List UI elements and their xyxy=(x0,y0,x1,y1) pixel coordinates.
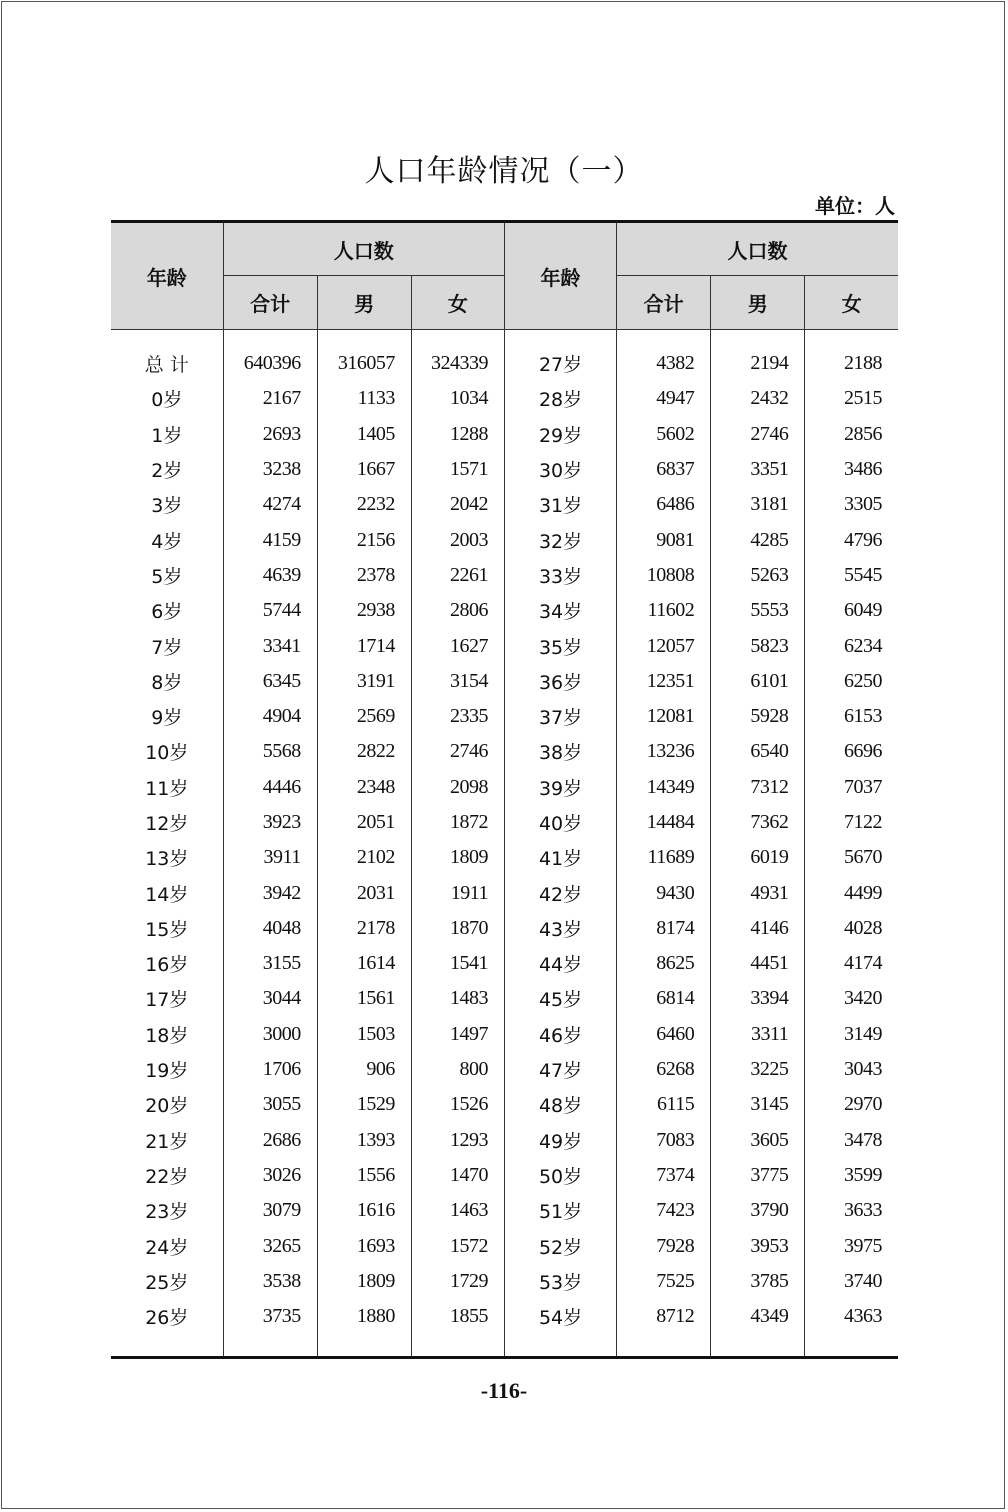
left-age-cell: 10岁 xyxy=(145,742,189,765)
right-female-cell: 5670 xyxy=(805,840,898,875)
right-female-cell: 3975 xyxy=(805,1228,898,1263)
left-total-cell: 4904 xyxy=(223,699,317,734)
right-total-cell: 14349 xyxy=(617,770,711,805)
right-total-cell: 6837 xyxy=(617,452,711,487)
right-female-cell: 3149 xyxy=(805,1017,898,1052)
right-age-cell: 39岁 xyxy=(504,770,616,805)
left-male-cell: 1667 xyxy=(317,452,411,487)
right-male-cell: 4285 xyxy=(711,522,805,557)
left-total-cell: 4274 xyxy=(223,487,317,522)
right-total-cell: 4947 xyxy=(617,381,711,416)
header-population-left: 人口数 xyxy=(223,222,504,276)
left-total-cell: 3079 xyxy=(223,1193,317,1228)
left-male-cell: 1714 xyxy=(317,628,411,663)
right-male-cell: 3181 xyxy=(711,487,805,522)
header-population-right: 人口数 xyxy=(617,222,898,276)
right-total-cell: 8625 xyxy=(617,946,711,981)
page-number: -116- xyxy=(480,1378,528,1403)
left-female-cell: 1870 xyxy=(411,911,504,946)
left-male-cell: 2178 xyxy=(317,911,411,946)
left-age-cell: 15岁 xyxy=(145,918,189,941)
left-male-cell: 1556 xyxy=(317,1158,411,1193)
left-total-cell: 4048 xyxy=(223,911,317,946)
right-age-cell: 53岁 xyxy=(504,1264,616,1299)
right-female-cell: 6250 xyxy=(805,664,898,699)
right-male-cell: 3351 xyxy=(711,452,805,487)
right-female-cell: 4796 xyxy=(805,522,898,557)
right-age-cell: 30岁 xyxy=(504,452,616,487)
right-age-cell: 35岁 xyxy=(504,628,616,663)
right-total-cell: 7374 xyxy=(617,1158,711,1193)
right-male-cell: 3953 xyxy=(711,1228,805,1263)
right-female-cell: 7037 xyxy=(805,770,898,805)
left-age-cell: 17岁 xyxy=(145,989,189,1012)
right-male-cell: 7362 xyxy=(711,805,805,840)
right-total-cell: 7423 xyxy=(617,1193,711,1228)
right-age-cell: 50岁 xyxy=(504,1158,616,1193)
left-female-cell: 2261 xyxy=(411,558,504,593)
right-male-cell: 3785 xyxy=(711,1264,805,1299)
left-total-cell: 640396 xyxy=(223,346,317,381)
left-total-cell: 3055 xyxy=(223,1087,317,1122)
right-total-cell: 8174 xyxy=(617,911,711,946)
left-total-cell: 3026 xyxy=(223,1158,317,1193)
right-age-cell: 51岁 xyxy=(504,1193,616,1228)
left-age-cell: 9岁 xyxy=(151,707,183,730)
right-age-cell: 27岁 xyxy=(504,346,616,381)
right-total-cell: 14484 xyxy=(617,805,711,840)
table-row xyxy=(111,699,898,734)
left-age-cell: 5岁 xyxy=(151,565,183,588)
left-age-cell: 25岁 xyxy=(145,1271,189,1294)
left-female-cell: 1541 xyxy=(411,946,504,981)
left-male-cell: 1561 xyxy=(317,981,411,1016)
table-row xyxy=(111,381,898,416)
right-total-cell: 7525 xyxy=(617,1264,711,1299)
header-age-right: 年龄 xyxy=(504,222,616,330)
right-male-cell: 3790 xyxy=(711,1193,805,1228)
left-female-cell: 1855 xyxy=(411,1299,504,1334)
header-age-left: 年龄 xyxy=(111,222,223,330)
right-female-cell: 4363 xyxy=(805,1299,898,1334)
left-total-cell: 5744 xyxy=(223,593,317,628)
right-female-cell: 2856 xyxy=(805,417,898,452)
left-female-cell: 2746 xyxy=(411,734,504,769)
left-total-cell: 4159 xyxy=(223,522,317,557)
left-female-cell: 2806 xyxy=(411,593,504,628)
table-row xyxy=(111,1299,898,1334)
right-total-cell: 6115 xyxy=(617,1087,711,1122)
table-row xyxy=(111,558,898,593)
right-male-cell: 4349 xyxy=(711,1299,805,1334)
left-female-cell: 1470 xyxy=(411,1158,504,1193)
left-age-cell: 11岁 xyxy=(145,777,189,800)
left-total-cell: 3911 xyxy=(223,840,317,875)
header-female-right: 女 xyxy=(805,276,898,330)
table-row xyxy=(111,840,898,875)
table-row xyxy=(111,1087,898,1122)
left-male-cell: 1529 xyxy=(317,1087,411,1122)
unit-label: 单位：人 xyxy=(815,194,895,218)
right-male-cell: 5263 xyxy=(711,558,805,593)
header-total-right: 合计 xyxy=(617,276,711,330)
left-male-cell: 3191 xyxy=(317,664,411,699)
right-total-cell: 8712 xyxy=(617,1299,711,1334)
left-female-cell: 1729 xyxy=(411,1264,504,1299)
left-age-cell: 24岁 xyxy=(145,1236,189,1259)
right-female-cell: 3486 xyxy=(805,452,898,487)
left-male-cell: 2378 xyxy=(317,558,411,593)
right-female-cell: 5545 xyxy=(805,558,898,593)
table-row xyxy=(111,981,898,1016)
table-row xyxy=(111,628,898,663)
left-age-cell: 6岁 xyxy=(151,601,183,624)
right-total-cell: 12081 xyxy=(617,699,711,734)
left-male-cell: 316057 xyxy=(317,346,411,381)
left-total-cell: 3265 xyxy=(223,1228,317,1263)
left-female-cell: 2003 xyxy=(411,522,504,557)
right-female-cell: 6153 xyxy=(805,699,898,734)
left-total-cell: 3538 xyxy=(223,1264,317,1299)
right-total-cell: 11689 xyxy=(617,840,711,875)
right-age-cell: 44岁 xyxy=(504,946,616,981)
left-female-cell: 2098 xyxy=(411,770,504,805)
right-male-cell: 2746 xyxy=(711,417,805,452)
right-age-cell: 38岁 xyxy=(504,734,616,769)
right-age-cell: 29岁 xyxy=(504,417,616,452)
right-total-cell: 12351 xyxy=(617,664,711,699)
right-male-cell: 3394 xyxy=(711,981,805,1016)
right-total-cell: 5602 xyxy=(617,417,711,452)
left-female-cell: 1497 xyxy=(411,1017,504,1052)
left-age-cell: 13岁 xyxy=(145,848,189,871)
right-male-cell: 6101 xyxy=(711,664,805,699)
left-age-cell: 19岁 xyxy=(145,1060,189,1083)
table-row xyxy=(111,875,898,910)
right-male-cell: 5928 xyxy=(711,699,805,734)
right-total-cell: 6814 xyxy=(617,981,711,1016)
right-female-cell: 3305 xyxy=(805,487,898,522)
left-male-cell: 2938 xyxy=(317,593,411,628)
right-female-cell: 3043 xyxy=(805,1052,898,1087)
left-total-cell: 3238 xyxy=(223,452,317,487)
right-total-cell: 11602 xyxy=(617,593,711,628)
left-total-cell: 4639 xyxy=(223,558,317,593)
right-age-cell: 33岁 xyxy=(504,558,616,593)
table-row xyxy=(111,911,898,946)
left-female-cell: 2335 xyxy=(411,699,504,734)
right-age-cell: 52岁 xyxy=(504,1228,616,1263)
left-male-cell: 1405 xyxy=(317,417,411,452)
left-age-cell: 1岁 xyxy=(151,424,183,447)
right-total-cell: 6460 xyxy=(617,1017,711,1052)
left-total-cell: 4446 xyxy=(223,770,317,805)
page-title: 人口年龄情况（一） xyxy=(364,154,644,189)
left-male-cell: 2822 xyxy=(317,734,411,769)
right-total-cell: 10808 xyxy=(617,558,711,593)
table-row xyxy=(111,1017,898,1052)
left-female-cell: 324339 xyxy=(411,346,504,381)
right-male-cell: 2432 xyxy=(711,381,805,416)
header-male-left: 男 xyxy=(317,276,411,330)
right-female-cell: 2515 xyxy=(805,381,898,416)
table-row xyxy=(111,1193,898,1228)
left-age-cell: 3岁 xyxy=(151,495,183,518)
right-age-cell: 32岁 xyxy=(504,522,616,557)
right-male-cell: 3225 xyxy=(711,1052,805,1087)
right-age-cell: 49岁 xyxy=(504,1123,616,1158)
right-male-cell: 7312 xyxy=(711,770,805,805)
left-age-cell: 8岁 xyxy=(151,671,183,694)
right-age-cell: 54岁 xyxy=(504,1299,616,1334)
table-row xyxy=(111,417,898,452)
table-row xyxy=(111,346,898,381)
table-row xyxy=(111,805,898,840)
right-female-cell: 2188 xyxy=(805,346,898,381)
right-age-cell: 34岁 xyxy=(504,593,616,628)
left-male-cell: 1393 xyxy=(317,1123,411,1158)
left-male-cell: 906 xyxy=(317,1052,411,1087)
table-row xyxy=(111,1228,898,1263)
header-male-right: 男 xyxy=(711,276,805,330)
left-male-cell: 1133 xyxy=(317,381,411,416)
table-row xyxy=(111,452,898,487)
left-total-cell: 6345 xyxy=(223,664,317,699)
left-age-cell: 21岁 xyxy=(145,1130,189,1153)
right-age-cell: 37岁 xyxy=(504,699,616,734)
left-age-cell: 12岁 xyxy=(145,813,189,835)
left-female-cell: 1034 xyxy=(411,381,504,416)
right-total-cell: 7928 xyxy=(617,1228,711,1263)
right-total-cell: 6268 xyxy=(617,1052,711,1087)
left-age-cell: 14岁 xyxy=(145,883,189,906)
right-age-cell: 43岁 xyxy=(504,911,616,946)
left-total-cell: 3923 xyxy=(223,805,317,840)
table-body xyxy=(111,330,898,1358)
left-female-cell: 1288 xyxy=(411,417,504,452)
left-age-cell: 26岁 xyxy=(145,1307,189,1330)
left-female-cell: 1463 xyxy=(411,1193,504,1228)
table-row xyxy=(111,1264,898,1299)
right-total-cell: 12057 xyxy=(617,628,711,663)
table-row xyxy=(111,770,898,805)
left-male-cell: 2051 xyxy=(317,805,411,840)
right-total-cell: 9081 xyxy=(617,522,711,557)
left-age-cell: 2岁 xyxy=(151,460,183,483)
left-total-cell: 3942 xyxy=(223,875,317,910)
left-age-cell: 16岁 xyxy=(145,954,189,977)
left-female-cell: 1483 xyxy=(411,981,504,1016)
left-female-cell: 1809 xyxy=(411,840,504,875)
table-row xyxy=(111,487,898,522)
right-male-cell: 3775 xyxy=(711,1158,805,1193)
table-row xyxy=(111,946,898,981)
right-female-cell: 3740 xyxy=(805,1264,898,1299)
left-female-cell: 3154 xyxy=(411,664,504,699)
left-total-cell: 3341 xyxy=(223,628,317,663)
left-total-cell: 3000 xyxy=(223,1017,317,1052)
left-age-cell: 22岁 xyxy=(145,1165,189,1188)
left-total-cell: 1706 xyxy=(223,1052,317,1087)
left-male-cell: 1614 xyxy=(317,946,411,981)
right-age-cell: 47岁 xyxy=(504,1052,616,1087)
table-row xyxy=(111,1052,898,1087)
left-age-cell: 总 计 xyxy=(144,354,189,377)
left-age-cell: 20岁 xyxy=(145,1095,189,1118)
spacer-row xyxy=(111,330,898,347)
table-row xyxy=(111,664,898,699)
left-female-cell: 1627 xyxy=(411,628,504,663)
right-female-cell: 3599 xyxy=(805,1158,898,1193)
left-male-cell: 1880 xyxy=(317,1299,411,1334)
left-female-cell: 800 xyxy=(411,1052,504,1087)
left-male-cell: 2156 xyxy=(317,522,411,557)
right-age-cell: 46岁 xyxy=(504,1017,616,1052)
right-age-cell: 45岁 xyxy=(504,981,616,1016)
left-male-cell: 2102 xyxy=(317,840,411,875)
right-age-cell: 40岁 xyxy=(504,805,616,840)
table-header xyxy=(111,222,898,330)
left-female-cell: 1293 xyxy=(411,1123,504,1158)
right-male-cell: 2194 xyxy=(711,346,805,381)
left-total-cell: 3155 xyxy=(223,946,317,981)
right-age-cell: 42岁 xyxy=(504,875,616,910)
right-female-cell: 3420 xyxy=(805,981,898,1016)
header-female-left: 女 xyxy=(411,276,504,330)
right-male-cell: 3311 xyxy=(711,1017,805,1052)
right-total-cell: 13236 xyxy=(617,734,711,769)
left-male-cell: 1616 xyxy=(317,1193,411,1228)
right-male-cell: 6019 xyxy=(711,840,805,875)
right-total-cell: 4382 xyxy=(617,346,711,381)
right-male-cell: 5553 xyxy=(711,593,805,628)
right-female-cell: 4174 xyxy=(805,946,898,981)
table-row xyxy=(111,522,898,557)
right-male-cell: 4146 xyxy=(711,911,805,946)
right-age-cell: 31岁 xyxy=(504,487,616,522)
left-age-cell: 23岁 xyxy=(145,1201,189,1224)
left-female-cell: 1526 xyxy=(411,1087,504,1122)
left-age-cell: 4岁 xyxy=(151,530,183,553)
left-female-cell: 1872 xyxy=(411,805,504,840)
left-age-cell: 18岁 xyxy=(145,1024,189,1047)
right-male-cell: 3605 xyxy=(711,1123,805,1158)
right-male-cell: 4931 xyxy=(711,875,805,910)
left-male-cell: 2031 xyxy=(317,875,411,910)
left-male-cell: 1503 xyxy=(317,1017,411,1052)
right-total-cell: 6486 xyxy=(617,487,711,522)
right-age-cell: 36岁 xyxy=(504,664,616,699)
left-total-cell: 3044 xyxy=(223,981,317,1016)
left-total-cell: 3735 xyxy=(223,1299,317,1334)
right-female-cell: 4028 xyxy=(805,911,898,946)
left-male-cell: 2348 xyxy=(317,770,411,805)
left-total-cell: 2693 xyxy=(223,417,317,452)
left-female-cell: 1571 xyxy=(411,452,504,487)
right-female-cell: 2970 xyxy=(805,1087,898,1122)
right-female-cell: 6049 xyxy=(805,593,898,628)
table-row xyxy=(111,734,898,769)
right-female-cell: 3478 xyxy=(805,1123,898,1158)
right-female-cell: 4499 xyxy=(805,875,898,910)
left-total-cell: 2686 xyxy=(223,1123,317,1158)
right-female-cell: 6696 xyxy=(805,734,898,769)
left-total-cell: 5568 xyxy=(223,734,317,769)
right-age-cell: 41岁 xyxy=(504,840,616,875)
table-row xyxy=(111,1158,898,1193)
left-female-cell: 2042 xyxy=(411,487,504,522)
right-male-cell: 5823 xyxy=(711,628,805,663)
right-female-cell: 6234 xyxy=(805,628,898,663)
population-age-table xyxy=(111,220,898,1359)
right-male-cell: 3145 xyxy=(711,1087,805,1122)
right-age-cell: 48岁 xyxy=(504,1087,616,1122)
left-male-cell: 1809 xyxy=(317,1264,411,1299)
right-total-cell: 9430 xyxy=(617,875,711,910)
right-female-cell: 3633 xyxy=(805,1193,898,1228)
left-male-cell: 1693 xyxy=(317,1228,411,1263)
right-age-cell: 28岁 xyxy=(504,381,616,416)
table-row xyxy=(111,1123,898,1158)
left-age-cell: 0岁 xyxy=(151,389,183,412)
left-female-cell: 1911 xyxy=(411,875,504,910)
spacer-row xyxy=(111,1334,898,1358)
right-female-cell: 7122 xyxy=(805,805,898,840)
right-total-cell: 7083 xyxy=(617,1123,711,1158)
table-row xyxy=(111,593,898,628)
left-male-cell: 2569 xyxy=(317,699,411,734)
left-male-cell: 2232 xyxy=(317,487,411,522)
left-female-cell: 1572 xyxy=(411,1228,504,1263)
right-male-cell: 4451 xyxy=(711,946,805,981)
left-age-cell: 7岁 xyxy=(151,636,183,659)
header-total-left: 合计 xyxy=(223,276,317,330)
right-male-cell: 6540 xyxy=(711,734,805,769)
left-total-cell: 2167 xyxy=(223,381,317,416)
